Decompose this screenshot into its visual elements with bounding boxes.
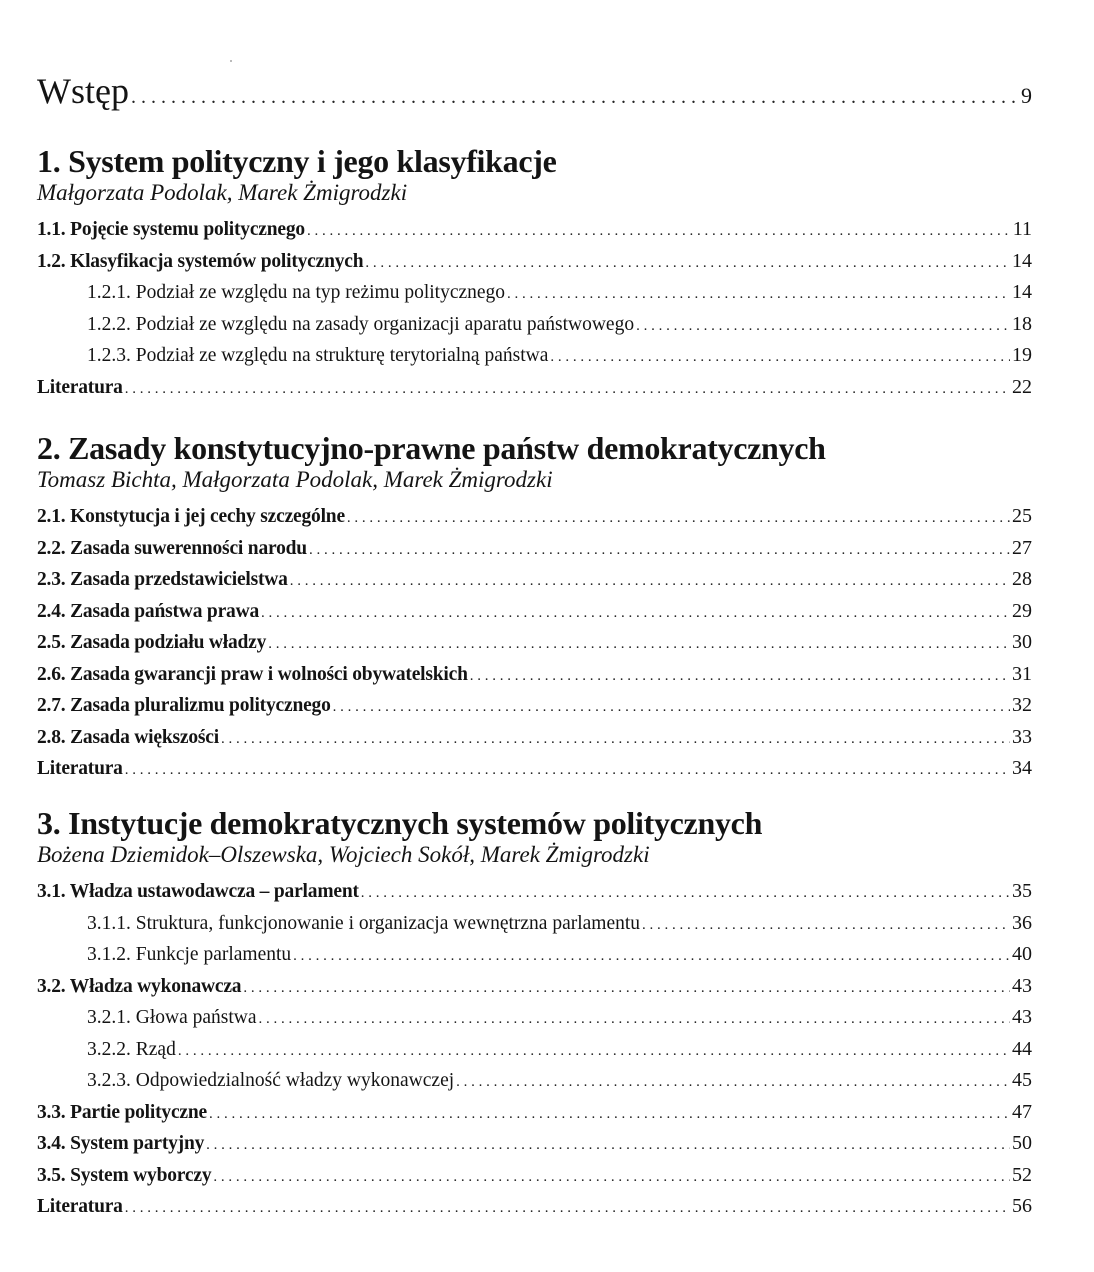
entry-label: 1.2.2. Podział ze względu na zasady organizacji aparatu państwowego <box>87 313 635 335</box>
dot-leader <box>243 974 1010 1004</box>
toc-entry[interactable] <box>37 1129 1032 1161</box>
toc-entry[interactable] <box>37 1161 1032 1193</box>
entry-label: 2.7. Zasada pluralizmu politycznego <box>37 695 331 716</box>
dot-leader <box>307 217 1011 247</box>
dot-leader <box>206 1131 1010 1161</box>
chapter-1 <box>37 143 1032 404</box>
entry-page-number: 14 <box>1012 249 1032 272</box>
entry-page-number: 18 <box>1012 312 1032 335</box>
chapter-authors: Małgorzata Podolak, Marek Żmigrodzki <box>37 180 408 205</box>
chapter-authors: Bożena Dziemidok–Olszewska, Wojciech Sokół, Marek Żmigrodzki <box>37 842 650 867</box>
chapter-2 <box>37 430 1032 786</box>
entry-label: 3.1.1. Struktura, funkcjonowanie i organizacja wewnętrzna parlamentu <box>87 912 641 934</box>
toc-entry[interactable] <box>37 502 1032 534</box>
toc-intro-entry[interactable] <box>37 70 1032 112</box>
toc-entry[interactable] <box>37 215 1032 247</box>
entry-label: 3.1. Władza ustawodawcza – parlament <box>37 881 359 902</box>
toc-subentry[interactable] <box>37 341 1032 373</box>
entry-label: 2.1. Konstytucja i jej cechy szczególne <box>37 506 345 527</box>
entry-page-number: 52 <box>1012 1163 1032 1186</box>
toc-entry[interactable] <box>37 723 1032 755</box>
entry-label: 2.8. Zasada większości <box>37 726 219 748</box>
dot-leader <box>470 662 1010 692</box>
entry-page-number: 40 <box>1012 943 1032 965</box>
dot-leader <box>507 280 1010 310</box>
entry-label: 2.3. Zasada przedstawicielstwa <box>37 569 288 590</box>
toc-subentry[interactable] <box>37 1066 1032 1098</box>
toc-entry[interactable] <box>37 565 1032 597</box>
entry-label: Literatura <box>37 376 123 398</box>
toc-subentry[interactable] <box>37 1003 1032 1035</box>
entry-page-number: 56 <box>1012 1195 1032 1217</box>
entry-page-number: 35 <box>1012 880 1032 902</box>
intro-label: Wstęp <box>37 71 129 111</box>
entry-page-number: 29 <box>1012 599 1032 622</box>
entry-label: 3.2.2. Rząd <box>87 1038 176 1060</box>
entry-label: 2.6. Zasada gwarancji praw i wolności obywatelskich <box>37 663 468 685</box>
entry-label: 2.5. Zasada podziału władzy <box>37 632 267 653</box>
dot-leader <box>213 1163 1010 1193</box>
chapter-authors: Tomasz Bichta, Małgorzata Podolak, Marek Żmigrodzki <box>37 467 553 492</box>
dot-leader <box>125 1194 1010 1224</box>
toc-entry[interactable] <box>37 247 1032 279</box>
toc-subentry[interactable] <box>37 1035 1032 1067</box>
toc-entry[interactable] <box>37 1098 1032 1130</box>
entry-page-number: 25 <box>1012 505 1032 527</box>
entry-label: 1.2. Klasyfikacja systemów politycznych <box>37 250 364 272</box>
dot-leader <box>361 879 1010 909</box>
toc-literature-entry[interactable] <box>37 1192 1032 1224</box>
entry-label: Literatura <box>37 1196 123 1217</box>
dot-leader <box>293 942 1010 972</box>
toc-subentry[interactable] <box>37 278 1032 310</box>
dot-leader <box>333 693 1010 723</box>
entry-page-number: 14 <box>1012 281 1032 303</box>
toc-entry[interactable] <box>37 628 1032 660</box>
entry-page-number: 50 <box>1012 1132 1032 1154</box>
chapter-title[interactable]: 3. Instytucje demokratycznych systemów politycznych <box>37 805 763 841</box>
dot-leader <box>221 725 1010 755</box>
dot-leader <box>642 911 1010 941</box>
entry-label: 3.1.2. Funkcje parlamentu <box>87 944 292 965</box>
entry-label: 3.3. Partie polityczne <box>37 1101 207 1123</box>
dot-leader <box>209 1100 1010 1130</box>
scan-speck <box>230 60 232 62</box>
dot-leader <box>550 343 1010 373</box>
dot-leader <box>365 249 1010 279</box>
toc-entry[interactable] <box>37 534 1032 566</box>
entry-label: Literatura <box>37 758 123 779</box>
entry-label: 1.2.3. Podział ze względu na strukturę terytorialną państwa <box>87 345 549 366</box>
toc-subentry[interactable] <box>37 310 1032 342</box>
dot-leader <box>261 599 1010 629</box>
intro-page-number: 9 <box>1021 83 1032 108</box>
entry-label: 3.5. System wyborczy <box>37 1164 212 1186</box>
dot-leader <box>636 312 1010 342</box>
toc-subentry[interactable] <box>37 909 1032 941</box>
toc-entry[interactable] <box>37 660 1032 692</box>
entry-page-number: 36 <box>1012 911 1032 934</box>
entry-label: 3.4. System partyjny <box>37 1133 205 1154</box>
dot-leader <box>347 504 1010 534</box>
entry-page-number: 45 <box>1012 1069 1032 1091</box>
dot-leader <box>309 536 1010 566</box>
entry-page-number: 19 <box>1012 344 1032 366</box>
dot-leader <box>131 86 1019 109</box>
dot-leader <box>178 1037 1010 1067</box>
entry-page-number: 33 <box>1012 725 1032 748</box>
dot-leader <box>125 375 1010 405</box>
entry-page-number: 32 <box>1012 694 1032 716</box>
entry-page-number: 30 <box>1012 631 1032 653</box>
toc-entry[interactable] <box>37 597 1032 629</box>
entry-label: 3.2. Władza wykonawcza <box>37 975 242 997</box>
dot-leader <box>125 756 1010 786</box>
chapter-3 <box>37 805 1032 1224</box>
entry-label: 3.2.3. Odpowiedzialność władzy wykonawczej <box>87 1070 455 1091</box>
toc-entry[interactable] <box>37 691 1032 723</box>
dot-leader <box>456 1068 1010 1098</box>
chapter-title[interactable]: 2. Zasady konstytucyjno-prawne państw demokratycznych <box>37 430 826 466</box>
entry-label: 2.2. Zasada suwerenności narodu <box>37 537 307 559</box>
dot-leader <box>259 1005 1010 1035</box>
entry-page-number: 28 <box>1012 568 1032 590</box>
entry-page-number: 27 <box>1012 536 1032 559</box>
entry-label: 1.2.1. Podział ze względu na typ reżimu politycznego <box>87 282 506 303</box>
entry-label: 1.1. Pojęcie systemu politycznego <box>37 219 305 240</box>
toc-literature-entry[interactable] <box>37 373 1032 405</box>
toc-entry[interactable] <box>37 972 1032 1004</box>
entry-page-number: 43 <box>1012 1006 1032 1028</box>
entry-label: 2.4. Zasada państwa prawa <box>37 600 260 622</box>
entry-page-number: 34 <box>1012 757 1032 779</box>
toc-literature-entry[interactable] <box>37 754 1032 786</box>
entry-page-number: 43 <box>1012 974 1032 997</box>
entry-label: 3.2.1. Głowa państwa <box>87 1007 257 1028</box>
entry-page-number: 31 <box>1012 662 1032 685</box>
toc-subentry[interactable] <box>37 940 1032 972</box>
dot-leader <box>268 630 1010 660</box>
entry-page-number: 22 <box>1012 375 1032 398</box>
entry-page-number: 44 <box>1012 1037 1032 1060</box>
entry-page-number: 11 <box>1012 218 1032 240</box>
entry-page-number: 47 <box>1012 1100 1032 1123</box>
toc-entry[interactable] <box>37 877 1032 909</box>
chapter-title[interactable]: 1. System polityczny i jego klasyfikacje <box>37 143 557 179</box>
dot-leader <box>290 567 1010 597</box>
